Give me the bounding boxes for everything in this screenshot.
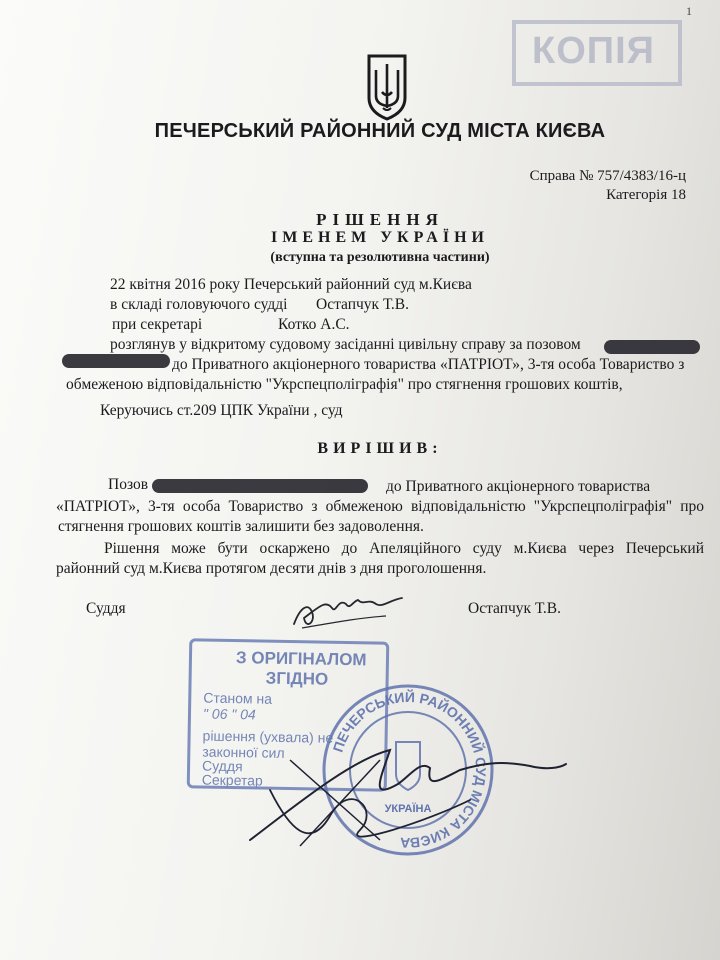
decision-p1-line2: «ПАТРІОТ», 3-тя особа Товариство з обмеженою відповідальністю "Укрспецполіграфія" про [56, 498, 704, 515]
redaction-mark [604, 340, 700, 354]
decision-p1-line3: стягнення грошових коштів залишити без задоволення. [58, 518, 424, 535]
seal-bottom-text: УКРАЇНА [384, 803, 432, 815]
decision-p2-line2: районний суд м.Києва протягом десяти днів з дня проголошення. [56, 560, 487, 577]
copy-stamp-text: КОПІЯ [532, 30, 655, 72]
intro-line-6: обмеженою відповідальністю "Укрспецполіграфія" про стягнення грошових коштів, [66, 376, 623, 393]
decision-p2-line1: Рішення може бути оскаржено до Апеляційного суду м.Києва через Печерський [104, 540, 704, 557]
presiding-name: Остапчук Т.В. [316, 296, 409, 313]
seal-outer-text: ПЕЧЕРСЬКИЙ РАЙОННИЙ СУД МІСТА КИЄВА [329, 688, 490, 852]
intro-date-line: 22 квітня 2016 року Печерський районний суд м.Києва [110, 276, 472, 293]
secretary-label: при секретарі [112, 316, 203, 333]
copy-stamp [512, 20, 682, 86]
in-the-name-of-ukraine: ІМЕНЕМ УКРАЇНИ [271, 229, 489, 246]
stamp-secretary: Секретар [201, 771, 263, 789]
stamp-signature [230, 720, 570, 860]
decision-subtitle: (вступна та резолютивна частини) [270, 250, 490, 265]
stamp-line-1: З ОРИГІНАЛОМ [235, 648, 367, 670]
redaction-mark [62, 354, 170, 368]
judge-label: Суддя [86, 600, 126, 617]
page-number: 1 [686, 4, 692, 18]
intro-line-5: до Приватного акціонерного товариства «ПАТРІОТ», 3-тя особа Товариство з [172, 356, 685, 373]
guided-by-line: Керуючись ст.209 ЦПК України , суд [100, 402, 343, 419]
decision-p1-start: Позов [108, 476, 149, 493]
stamp-date-field: " 06 " 04 [202, 705, 256, 723]
presiding-label: в складі головуючого судді [110, 296, 288, 313]
coat-of-arms-icon [365, 52, 409, 122]
court-name: ПЕЧЕРСЬКИЙ РАЙОННИЙ СУД МІСТА КИЄВА [154, 120, 606, 142]
judge-name: Остапчук Т.В. [468, 600, 561, 617]
decided-heading: ВИРІШИВ: [317, 440, 443, 457]
stamp-legal: законної сил [202, 743, 285, 761]
case-category: Категорія 18 [606, 187, 686, 203]
stamp-line-2: ЗГІДНО [265, 668, 329, 689]
stamp-as-of: Станом на [203, 689, 273, 707]
decision-title: РІШЕННЯ [316, 210, 444, 229]
judge-signature [286, 588, 406, 634]
stamp-judge: Суддя [201, 757, 243, 775]
intro-line-4: розглянув у відкритому судовому засіданні цивільну справу за позовом [110, 336, 581, 353]
secretary-name: Котко А.С. [278, 316, 350, 333]
case-number: Справа № 757/4383/16-ц [529, 168, 686, 184]
redaction-mark [152, 479, 368, 493]
stamp-decision: рішення (ухвала) не [202, 727, 334, 746]
decision-p1-line1-end: до Приватного акціонерного товариства [386, 478, 651, 495]
